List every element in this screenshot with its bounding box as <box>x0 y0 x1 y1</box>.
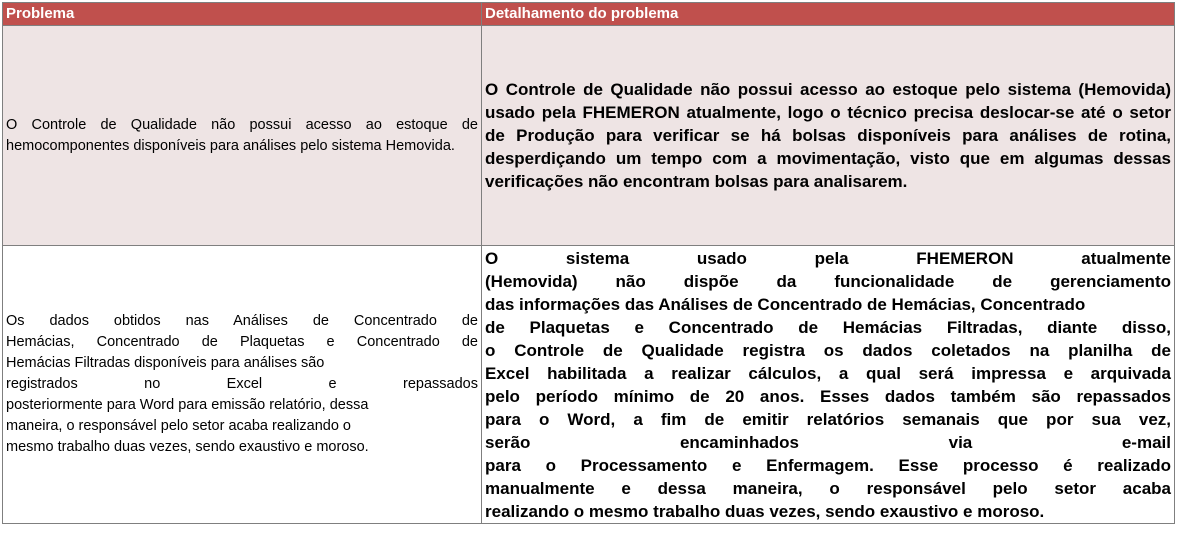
text-line: mesmo trabalho duas vezes, sendo exaustivo e moroso. <box>6 439 369 455</box>
text-line: Hemácias, Concentrado de Plaquetas e Concentrado de <box>6 334 478 350</box>
text-line: o Controle de Qualidade registra os dados coletados na planilha de <box>485 340 1171 360</box>
text-line: registrados no Excel e repassados <box>6 376 478 392</box>
header-row <box>3 3 1175 26</box>
header-problema: Problema <box>3 3 482 26</box>
text-line: para o Processamento e Enfermagem. Esse processo é realizado <box>485 455 1171 475</box>
text-line: das informações das Análises de Concentrado de Hemácias, Concentrado <box>485 294 1086 314</box>
table-row <box>3 246 1175 524</box>
detail-text <box>485 247 1171 523</box>
problem-text: O Controle de Qualidade não possui acesso ao estoque de hemocomponentes disponíveis para análises pelo sistema Hemovida. <box>6 116 478 154</box>
text-line: manualmente e dessa maneira, o responsável pelo setor acaba <box>485 478 1171 498</box>
problem-text <box>6 311 478 458</box>
text-line: posteriormente para Word para emissão relatório, dessa <box>6 397 369 413</box>
text-line: realizando o mesmo trabalho duas vezes, sendo exaustivo e moroso. <box>485 501 1045 521</box>
problem-cell <box>3 26 482 246</box>
text-line: de Plaquetas e Concentrado de Hemácias Filtradas, diante disso, <box>485 317 1171 337</box>
text-line: para o Word, a fim de emitir relatórios semanais que por sua vez, <box>485 409 1171 429</box>
text-line: (Hemovida) não dispõe da funcionalidade de gerenciamento <box>485 271 1171 291</box>
text-line: Hemácias Filtradas disponíveis para análises são <box>6 355 325 371</box>
problem-cell <box>3 246 482 524</box>
table-row <box>3 26 1175 246</box>
detail-cell <box>482 246 1175 524</box>
text-line: O sistema usado pela FHEMERON atualmente <box>485 248 1171 268</box>
detail-text: O Controle de Qualidade não possui acesso ao estoque pelo sistema (Hemovida) usado pela FHEMERON atualmente, logo o técnico precisa deslocar-se até o setor de Produção para verificar se há bolsas disponíveis para análises de rotina, desperdiçando um tempo com a movimentação, visto que em algumas dessas verificações não encontram bolsas para analisarem. <box>485 80 1171 191</box>
header-detalhamento: Detalhamento do problema <box>482 3 1175 26</box>
detail-cell <box>482 26 1175 246</box>
problems-table <box>2 2 1175 524</box>
text-line: pelo período mínimo de 20 anos. Esses dados também são repassados <box>485 386 1171 406</box>
text-line: serão encaminhados via e-mail <box>485 432 1171 452</box>
text-line: Os dados obtidos nas Análises de Concentrado de <box>6 313 478 329</box>
text-line: maneira, o responsável pelo setor acaba realizando o <box>6 418 351 434</box>
text-line: Excel habilitada a realizar cálculos, a qual será impressa e arquivada <box>485 363 1171 383</box>
